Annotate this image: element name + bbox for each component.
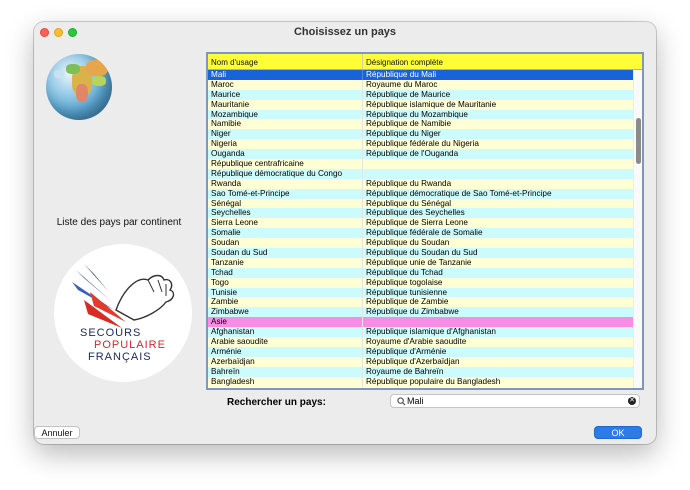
country-full-name-cell: République du Rwanda xyxy=(366,178,452,188)
search-input[interactable] xyxy=(390,394,640,408)
table-row[interactable] xyxy=(208,347,635,357)
country-name-cell: Mauritanie xyxy=(208,100,363,110)
country-full-name-cell: République du Zimbabwe xyxy=(366,307,459,317)
country-full-name-cell: République d'Azerbaïdjan xyxy=(366,356,460,366)
table-row[interactable] xyxy=(208,129,635,139)
table-row[interactable] xyxy=(208,297,635,307)
country-full-name-cell: République du Sénégal xyxy=(366,198,452,208)
table-row[interactable] xyxy=(208,307,635,317)
country-name-cell: Tanzanie xyxy=(208,258,363,268)
table-row[interactable] xyxy=(208,268,635,278)
country-name-cell: République centrafricaine xyxy=(208,159,363,169)
country-full-name-cell: République de Maurice xyxy=(366,89,451,99)
logo-text-populaire: POPULAIRE xyxy=(94,339,166,351)
country-full-name-cell: République islamique d'Afghanistan xyxy=(366,327,496,337)
table-row[interactable] xyxy=(208,110,635,120)
country-name-cell: Sénégal xyxy=(208,199,363,209)
country-full-name-cell xyxy=(363,169,635,179)
country-full-name-cell: République du Mozambique xyxy=(366,109,468,119)
country-name-cell: Afghanistan xyxy=(208,327,363,337)
country-full-name-cell: Royaume du Maroc xyxy=(366,79,438,89)
country-full-name-cell: République tunisienne xyxy=(366,287,448,297)
table-header xyxy=(208,54,642,70)
globe-icon xyxy=(46,54,112,120)
country-name-cell: Soudan xyxy=(208,238,363,248)
country-full-name-cell: République d'Arménie xyxy=(366,346,447,356)
country-name-cell: Bangladesh xyxy=(208,377,363,387)
search-label: Rechercher un pays: xyxy=(227,397,326,408)
table-row[interactable] xyxy=(208,238,635,248)
country-full-name-cell: République islamique de Mauritanie xyxy=(366,99,497,109)
country-name-cell: République démocratique du Congo xyxy=(208,169,363,179)
country-name-cell: Tunisie xyxy=(208,288,363,298)
logo-text-francais: FRANÇAIS xyxy=(88,351,152,363)
column-header-full-name[interactable]: Désignation complète xyxy=(366,58,443,67)
country-name-cell: Azerbaïdjan xyxy=(208,357,363,367)
table-row[interactable] xyxy=(208,100,635,110)
table-row[interactable] xyxy=(208,377,635,387)
table-row[interactable] xyxy=(208,149,635,159)
country-name-cell: Soudan du Sud xyxy=(208,248,363,258)
country-full-name-cell: République des Seychelles xyxy=(366,208,465,218)
continent-group-row[interactable] xyxy=(208,317,635,327)
country-full-name-cell: République de Namibie xyxy=(366,119,452,129)
country-full-name-cell: République de Zambie xyxy=(366,297,449,307)
continent-list-label: Liste des pays par continent xyxy=(56,217,182,228)
table-row[interactable] xyxy=(208,199,635,209)
table-row[interactable] xyxy=(208,159,635,169)
country-name-cell: Somalie xyxy=(208,228,363,238)
country-full-name-cell: République du Niger xyxy=(366,129,441,139)
table-row[interactable] xyxy=(208,70,635,80)
country-name-cell: Mali xyxy=(208,70,363,80)
table-row[interactable] xyxy=(208,90,635,100)
table-row[interactable] xyxy=(208,258,635,268)
table-row[interactable] xyxy=(208,357,635,367)
table-row[interactable] xyxy=(208,337,635,347)
table-row[interactable] xyxy=(208,248,635,258)
logo-graphic xyxy=(54,244,192,382)
country-full-name-cell: République fédérale du Nigeria xyxy=(366,139,479,149)
table-row[interactable] xyxy=(208,278,635,288)
country-full-name-cell: République du Soudan du Sud xyxy=(366,248,478,258)
search-icon xyxy=(397,397,406,406)
country-name-cell: Niger xyxy=(208,129,363,139)
country-name-cell: Ouganda xyxy=(208,149,363,159)
window-title: Choisissez un pays xyxy=(293,26,397,38)
country-full-name-cell: République togolaise xyxy=(366,277,443,287)
country-full-name-cell xyxy=(363,317,635,327)
country-full-name-cell: République du Soudan xyxy=(366,238,450,248)
clear-search-icon[interactable]: ✕ xyxy=(629,397,635,404)
country-full-name-cell: République fédérale de Somalie xyxy=(366,228,483,238)
cancel-button[interactable]: Annuler xyxy=(34,426,80,439)
column-header-usage-name[interactable]: Nom d'usage xyxy=(208,54,363,69)
country-name-cell: Arabie saoudite xyxy=(208,337,363,347)
country-name-cell: Namibie xyxy=(208,119,363,129)
country-name-cell: Maroc xyxy=(208,80,363,90)
search-value: Mali xyxy=(407,396,424,406)
table-row[interactable] xyxy=(208,80,635,90)
country-table[interactable] xyxy=(206,52,644,390)
country-name-cell: Mozambique xyxy=(208,110,363,120)
country-name-cell: Tchad xyxy=(208,268,363,278)
table-row[interactable] xyxy=(208,327,635,337)
table-row[interactable] xyxy=(208,228,635,238)
table-row[interactable] xyxy=(208,208,635,218)
country-name-cell: Zambie xyxy=(208,297,363,307)
country-name-cell: Arménie xyxy=(208,347,363,357)
secours-populaire-logo xyxy=(54,244,192,382)
country-name-cell: Bahreïn xyxy=(208,367,363,377)
country-full-name-cell: Royaume de Bahreïn xyxy=(366,366,444,376)
country-full-name-cell: République unie de Tanzanie xyxy=(366,257,472,267)
table-row[interactable] xyxy=(208,179,635,189)
country-full-name-cell: Royaume d'Arabie saoudite xyxy=(366,337,467,347)
country-name-cell: Nigeria xyxy=(208,139,363,149)
country-name-cell: Zimbabwe xyxy=(208,307,363,317)
table-row[interactable] xyxy=(208,288,635,298)
title-bar xyxy=(34,22,656,43)
scrollbar-thumb[interactable] xyxy=(636,118,641,164)
country-name-cell: Maurice xyxy=(208,90,363,100)
country-full-name-cell xyxy=(363,159,635,169)
table-row[interactable] xyxy=(208,367,635,377)
table-row[interactable] xyxy=(208,218,635,228)
country-name-cell: Sao Tomé-et-Principe xyxy=(208,189,363,199)
country-name-cell: Asie xyxy=(208,317,363,327)
country-name-cell: Seychelles xyxy=(208,208,363,218)
country-full-name-cell: République de Sierra Leone xyxy=(366,218,468,228)
country-full-name-cell: République démocratique de Sao Tomé-et-Principe xyxy=(366,188,552,198)
dialog-window xyxy=(34,22,656,444)
table-row[interactable] xyxy=(208,139,635,149)
table-body xyxy=(208,70,635,387)
country-full-name-cell: République populaire du Bangladesh xyxy=(366,376,501,386)
country-name-cell: Rwanda xyxy=(208,179,363,189)
ok-button[interactable]: OK xyxy=(594,426,642,439)
table-row[interactable] xyxy=(208,189,635,199)
country-name-cell: Sierra Leone xyxy=(208,218,363,228)
country-full-name-cell: République de l'Ouganda xyxy=(366,149,459,159)
table-scrollbar[interactable] xyxy=(633,70,642,388)
logo-text-secours: SECOURS xyxy=(80,327,142,339)
country-full-name-cell: République du Tchad xyxy=(366,267,443,277)
table-row[interactable] xyxy=(208,119,635,129)
country-name-cell: Togo xyxy=(208,278,363,288)
country-full-name-cell: République du Mali xyxy=(366,70,437,79)
table-row[interactable] xyxy=(208,169,635,179)
